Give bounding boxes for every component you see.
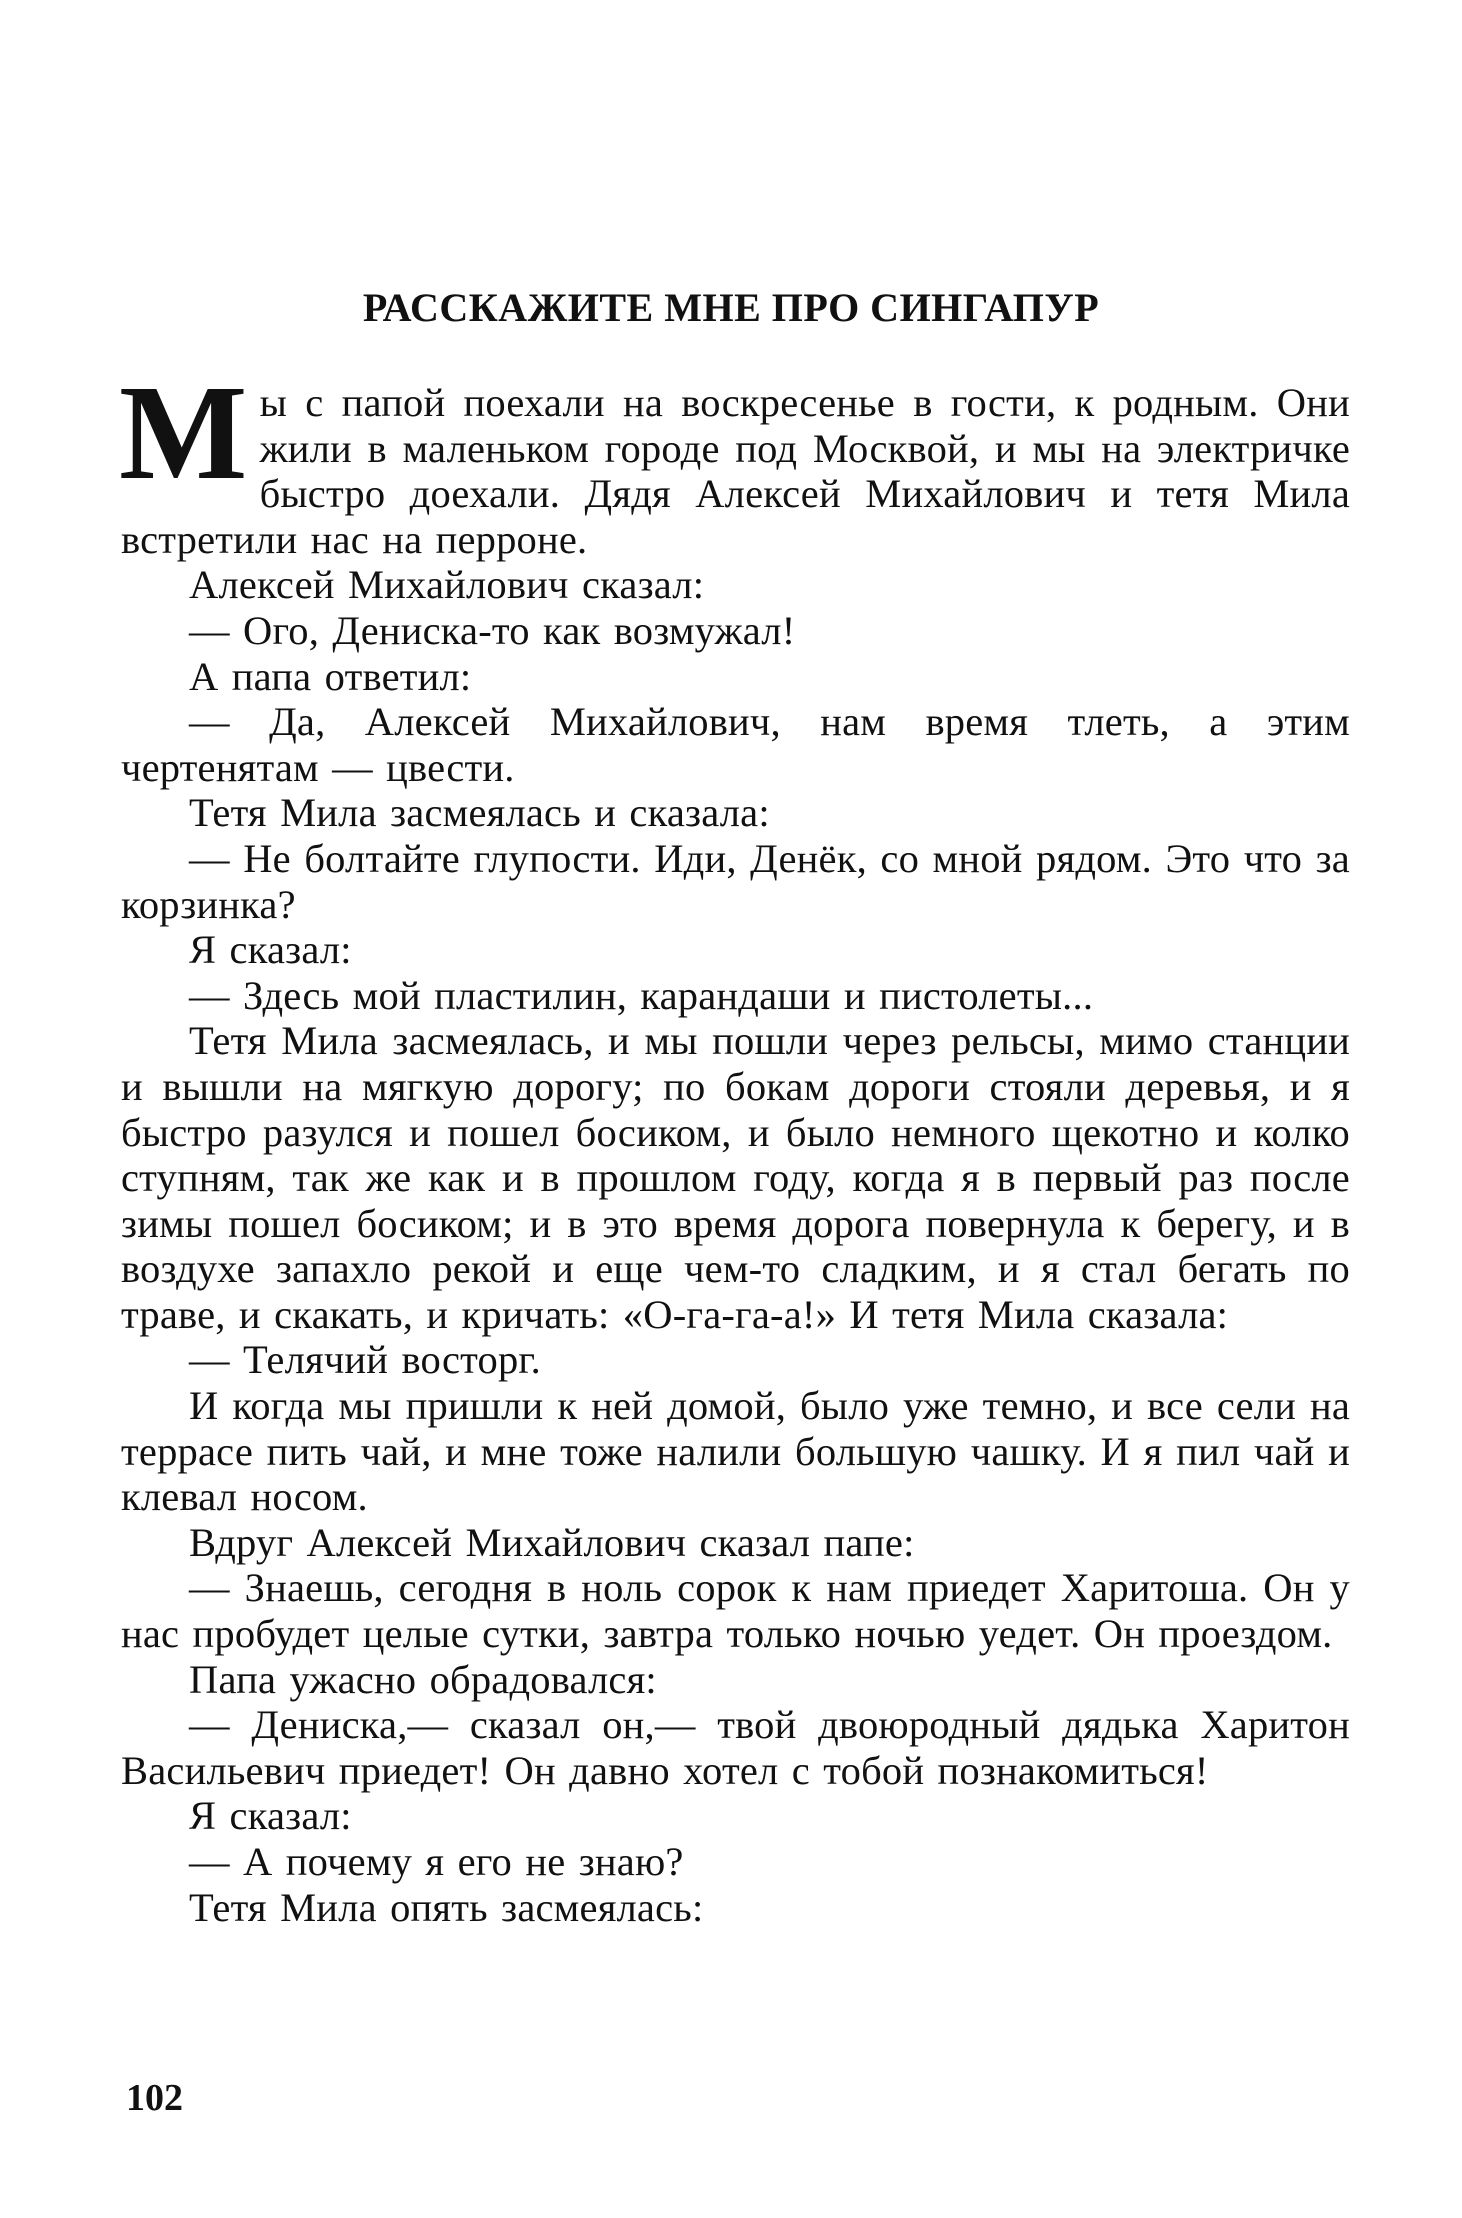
body-text bbox=[119, 358, 1350, 1930]
paragraph: — Здесь мой пластилин, карандаши и пистолеты... bbox=[189, 972, 1094, 1018]
paragraph-text: ы с папой поехали на воскресенье в гости, к родным. Они жили в маленьком городе под Москвой, и мы на электричке быстро доехали. Дядя Алексей Михайлович и тетя Мила встретили нас на перроне. bbox=[121, 380, 1350, 562]
drop-cap: М bbox=[119, 358, 248, 508]
paragraph: Я сказал: bbox=[189, 1793, 352, 1839]
paragraph: — Да, Алексей Михайлович, нам время тлеть, а этим чертенятам — цвести. bbox=[121, 699, 1350, 790]
paragraph: — Телячий восторг. bbox=[189, 1337, 541, 1383]
paragraph: — Знаешь, сегодня в ноль сорок к нам приедет Харитоша. Он у нас пробудет целые сутки, завтра только ночью уедет. Он проездом. bbox=[121, 1565, 1350, 1657]
paragraph: Алексей Михайлович сказал: bbox=[189, 562, 705, 608]
paragraph: Тетя Мила засмеялась, и мы пошли через рельсы, мимо станции и вышли на мягкую дорогу; по бокам дороги стояли деревья, и я быстро разулся и пошел босиком, и было немного щекотно и колко ступням, так же как и в прошлом году, когда я в первый раз после зимы пошел босиком; и в это время дорога повернула к берегу, и в воздухе запахло рекой и еще чем-то сладким, и я стал бегать по траве, и скакать, и кричать: «О-га-га-а!» И тетя Мила сказала: bbox=[121, 1018, 1350, 1337]
paragraph: — А почему я его не знаю? bbox=[189, 1839, 684, 1884]
paragraph: — Дениска,— сказал он,— твой двоюродный дядька Харитон Васильевич приедет! Он давно хотел с тобой познакомиться! bbox=[121, 1702, 1350, 1793]
paragraph: — Ого, Дениска-то как возмужал! bbox=[189, 607, 796, 653]
paragraph: Тетя Мила засмеялась и сказала: bbox=[189, 790, 770, 836]
paragraph: И когда мы пришли к ней домой, было уже темно, и все сели на террасе пить чай, и мне тоже налили большую чашку. И я пил чай и клевал носом. bbox=[121, 1383, 1350, 1520]
paragraph bbox=[119, 358, 1350, 562]
chapter-title: РАССКАЖИТЕ МНЕ ПРО СИНГАПУР bbox=[362, 285, 1100, 330]
paragraph: Я сказал: bbox=[189, 927, 352, 973]
page-number: 102 bbox=[126, 2077, 183, 2119]
paragraph: Вдруг Алексей Михайлович сказал папе: bbox=[189, 1519, 915, 1565]
paragraph: Тетя Мила опять засмеялась: bbox=[189, 1884, 704, 1930]
paragraph: — Не болтайте глупости. Иди, Денёк, со мной рядом. Это что за корзинка? bbox=[121, 835, 1350, 927]
paragraph: Папа ужасно обрадовался: bbox=[189, 1656, 657, 1702]
paragraph: А папа ответил: bbox=[189, 653, 472, 699]
